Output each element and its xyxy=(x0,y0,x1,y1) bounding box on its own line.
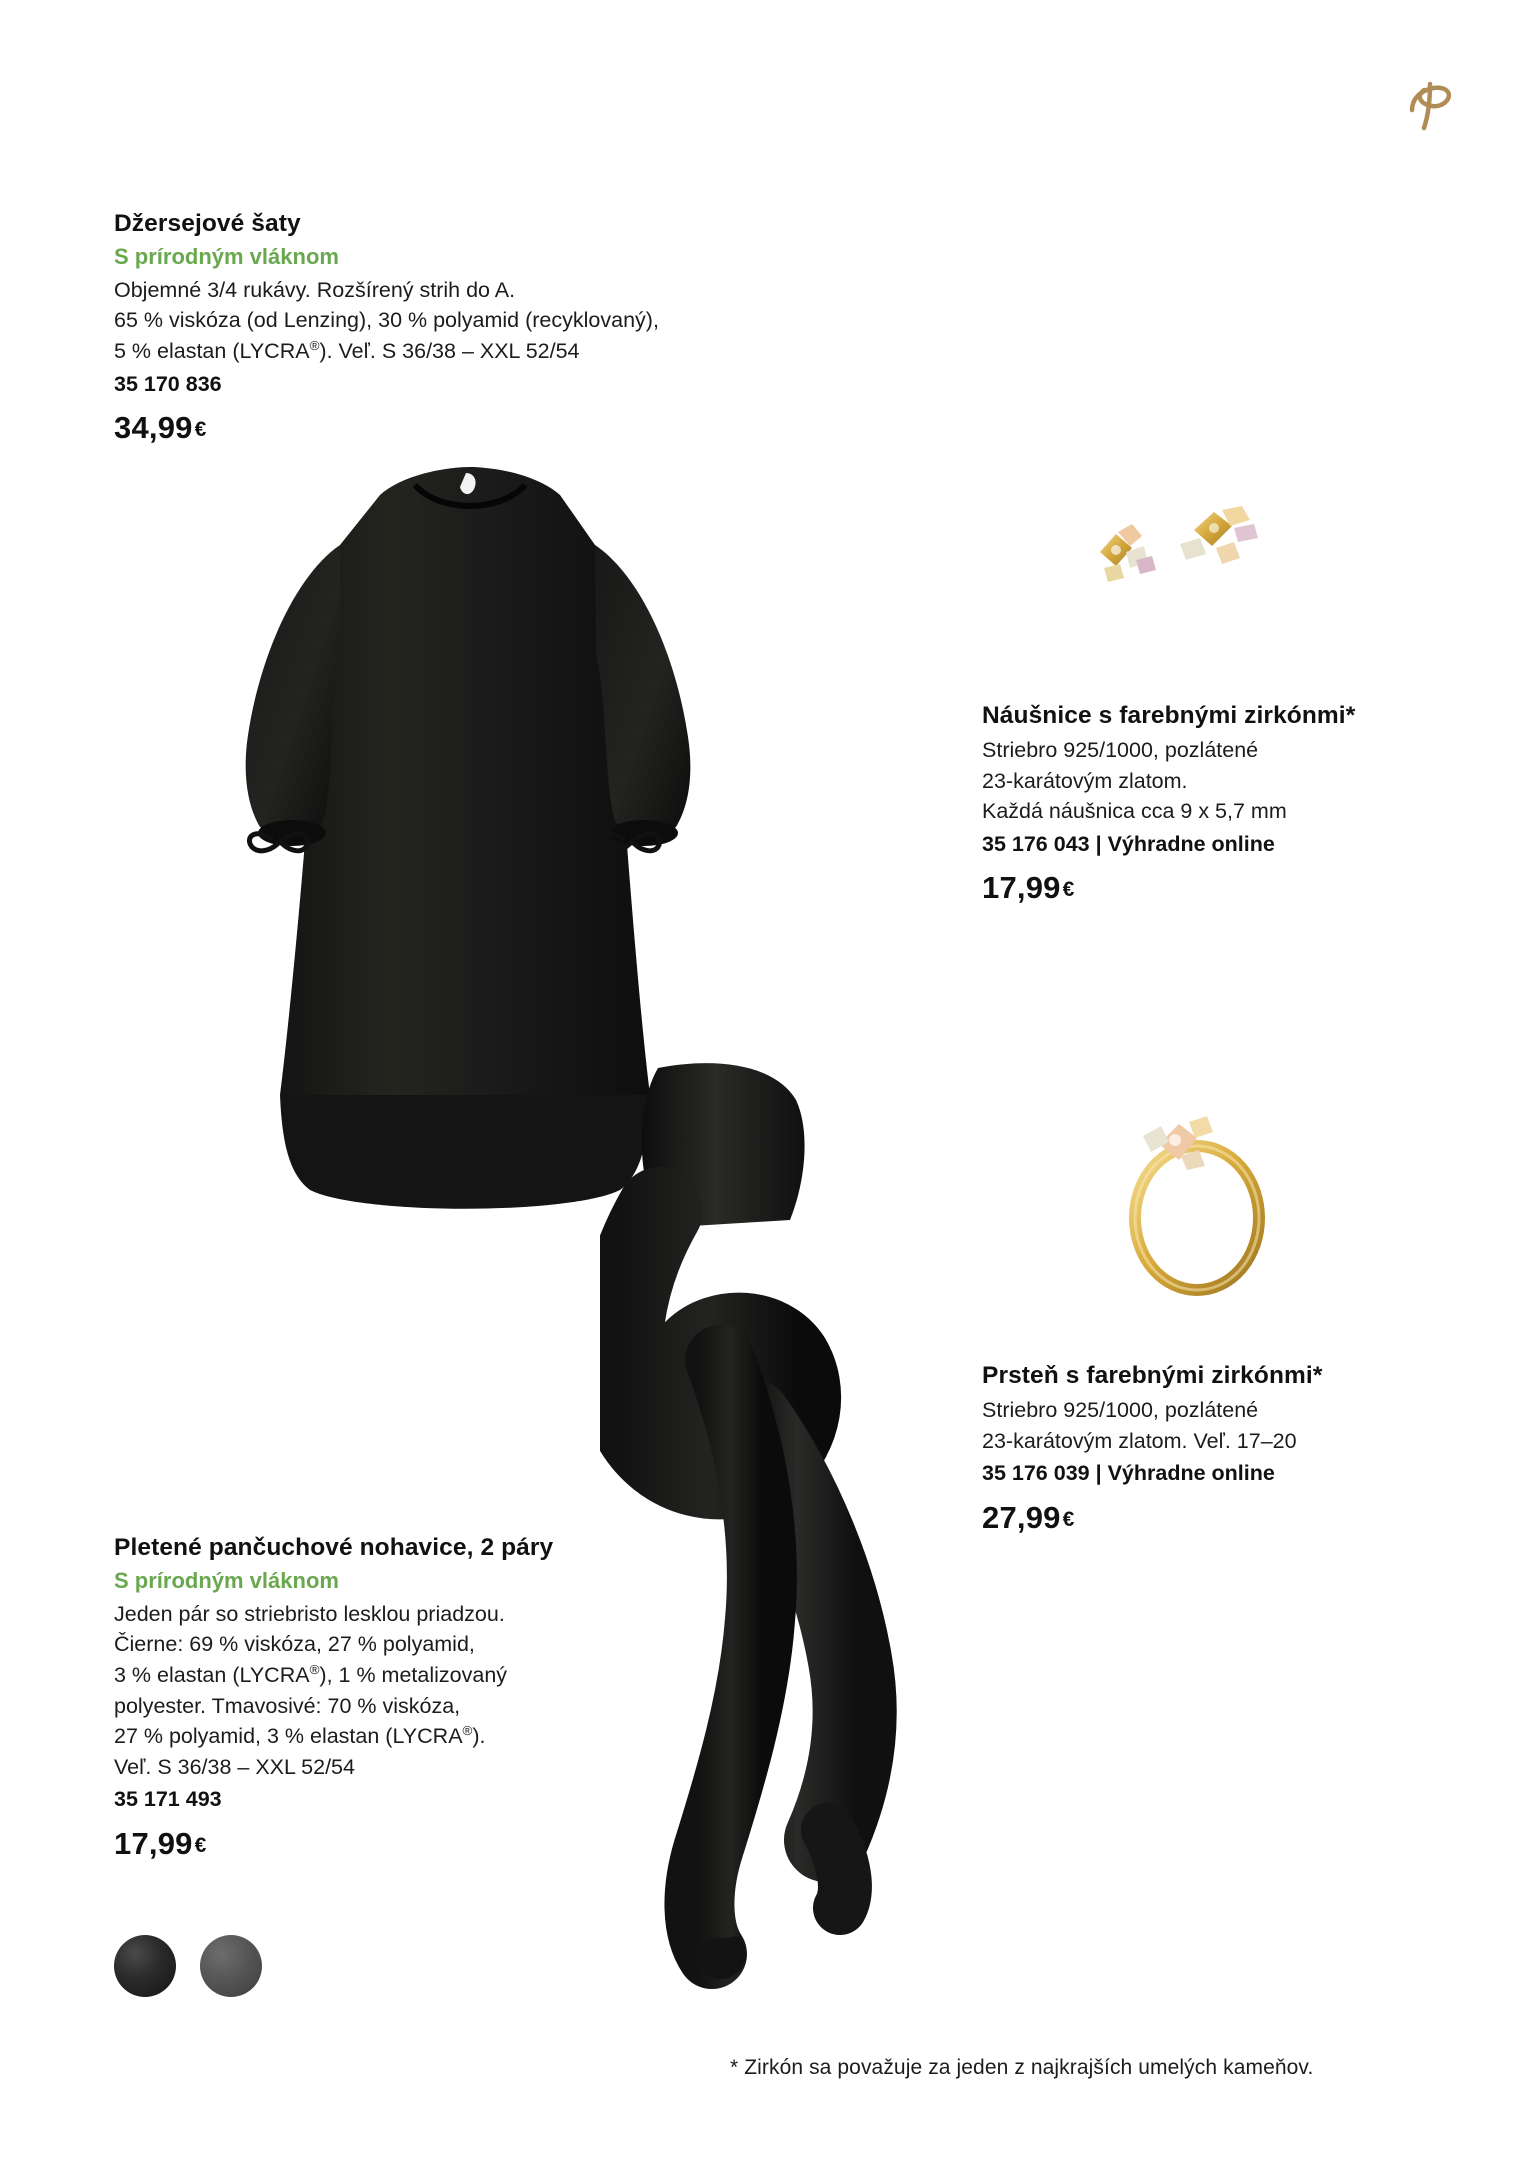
product-desc-line: 5 % elastan (LYCRA®). Veľ. S 36/38 – XXL 52/54 xyxy=(114,337,580,363)
eco-label: S prírodným vláknom xyxy=(114,244,339,270)
price-currency: € xyxy=(1062,1507,1075,1531)
product-desc-line: Objemné 3/4 rukávy. Rozšírený strih do A. xyxy=(114,277,516,302)
product-info-ring xyxy=(982,1360,1502,1536)
price-currency: € xyxy=(1062,878,1075,902)
product-title: Pletené pančuchové nohavice, 2 páry xyxy=(114,1534,554,1561)
product-article-number: 35 176 043 | Výhradne online xyxy=(982,831,1275,856)
price-value: 17,99 xyxy=(114,1825,193,1861)
product-price xyxy=(982,1500,1502,1536)
tchibo-logo xyxy=(1394,70,1464,140)
swatch-black[interactable] xyxy=(114,1935,176,1997)
product-desc-line: Striebro 925/1000, pozlátené xyxy=(982,1398,1259,1423)
price-value: 27,99 xyxy=(982,1499,1061,1535)
price-currency: € xyxy=(194,1833,207,1857)
gold-zircon-ring-photo xyxy=(1095,1090,1295,1305)
product-desc-line: Čierne: 69 % viskóza, 27 % polyamid, xyxy=(114,1632,475,1657)
black-knitted-tights-photo xyxy=(600,1060,960,1990)
product-desc-line: 3 % elastan (LYCRA®), 1 % metalizovaný xyxy=(114,1661,508,1687)
product-desc-line: 65 % viskóza (od Lenzing), 30 % polyamid (recyklovaný), xyxy=(114,308,659,333)
swatch-dark-grey[interactable] xyxy=(200,1935,262,1997)
product-desc-line: 27 % polyamid, 3 % elastan (LYCRA®). xyxy=(114,1722,486,1749)
price-value: 17,99 xyxy=(982,870,1061,906)
product-title: Džersejové šaty xyxy=(114,210,301,237)
product-info-dress xyxy=(114,208,834,446)
footnote: * Zirkón sa považuje za jeden z najkrajších umelých kameňov. xyxy=(730,2056,1314,2079)
product-article-number: 35 170 836 xyxy=(114,371,222,396)
price-currency: € xyxy=(194,418,207,442)
product-desc-line: Veľ. S 36/38 – XXL 52/54 xyxy=(114,1754,355,1779)
color-swatches xyxy=(114,1935,262,1997)
product-title: Náušnice s farebnými zirkónmi* xyxy=(982,702,1356,729)
product-article-number: 35 171 493 xyxy=(114,1787,222,1812)
product-desc-line: Striebro 925/1000, pozlátené xyxy=(982,738,1259,763)
eco-label: S prírodným vláknom xyxy=(114,1568,339,1594)
product-article-number: 35 176 039 | Výhradne online xyxy=(982,1461,1275,1486)
gold-zircon-earrings-photo xyxy=(1080,500,1290,630)
product-title: Prsteň s farebnými zirkónmi* xyxy=(982,1362,1323,1389)
product-desc-line: 23-karátovým zlatom. xyxy=(982,768,1188,793)
product-price xyxy=(982,870,1502,906)
product-price xyxy=(114,410,834,446)
product-desc-line: Jeden pár so striebristo lesklou priadzou. xyxy=(114,1601,505,1626)
product-desc-line: polyester. Tmavosivé: 70 % viskóza, xyxy=(114,1693,461,1718)
product-info-earrings xyxy=(982,700,1502,906)
product-desc-line: Každá náušnica cca 9 x 5,7 mm xyxy=(982,799,1287,824)
product-desc-line: 23-karátovým zlatom. Veľ. 17–20 xyxy=(982,1428,1297,1453)
price-value: 34,99 xyxy=(114,410,193,446)
